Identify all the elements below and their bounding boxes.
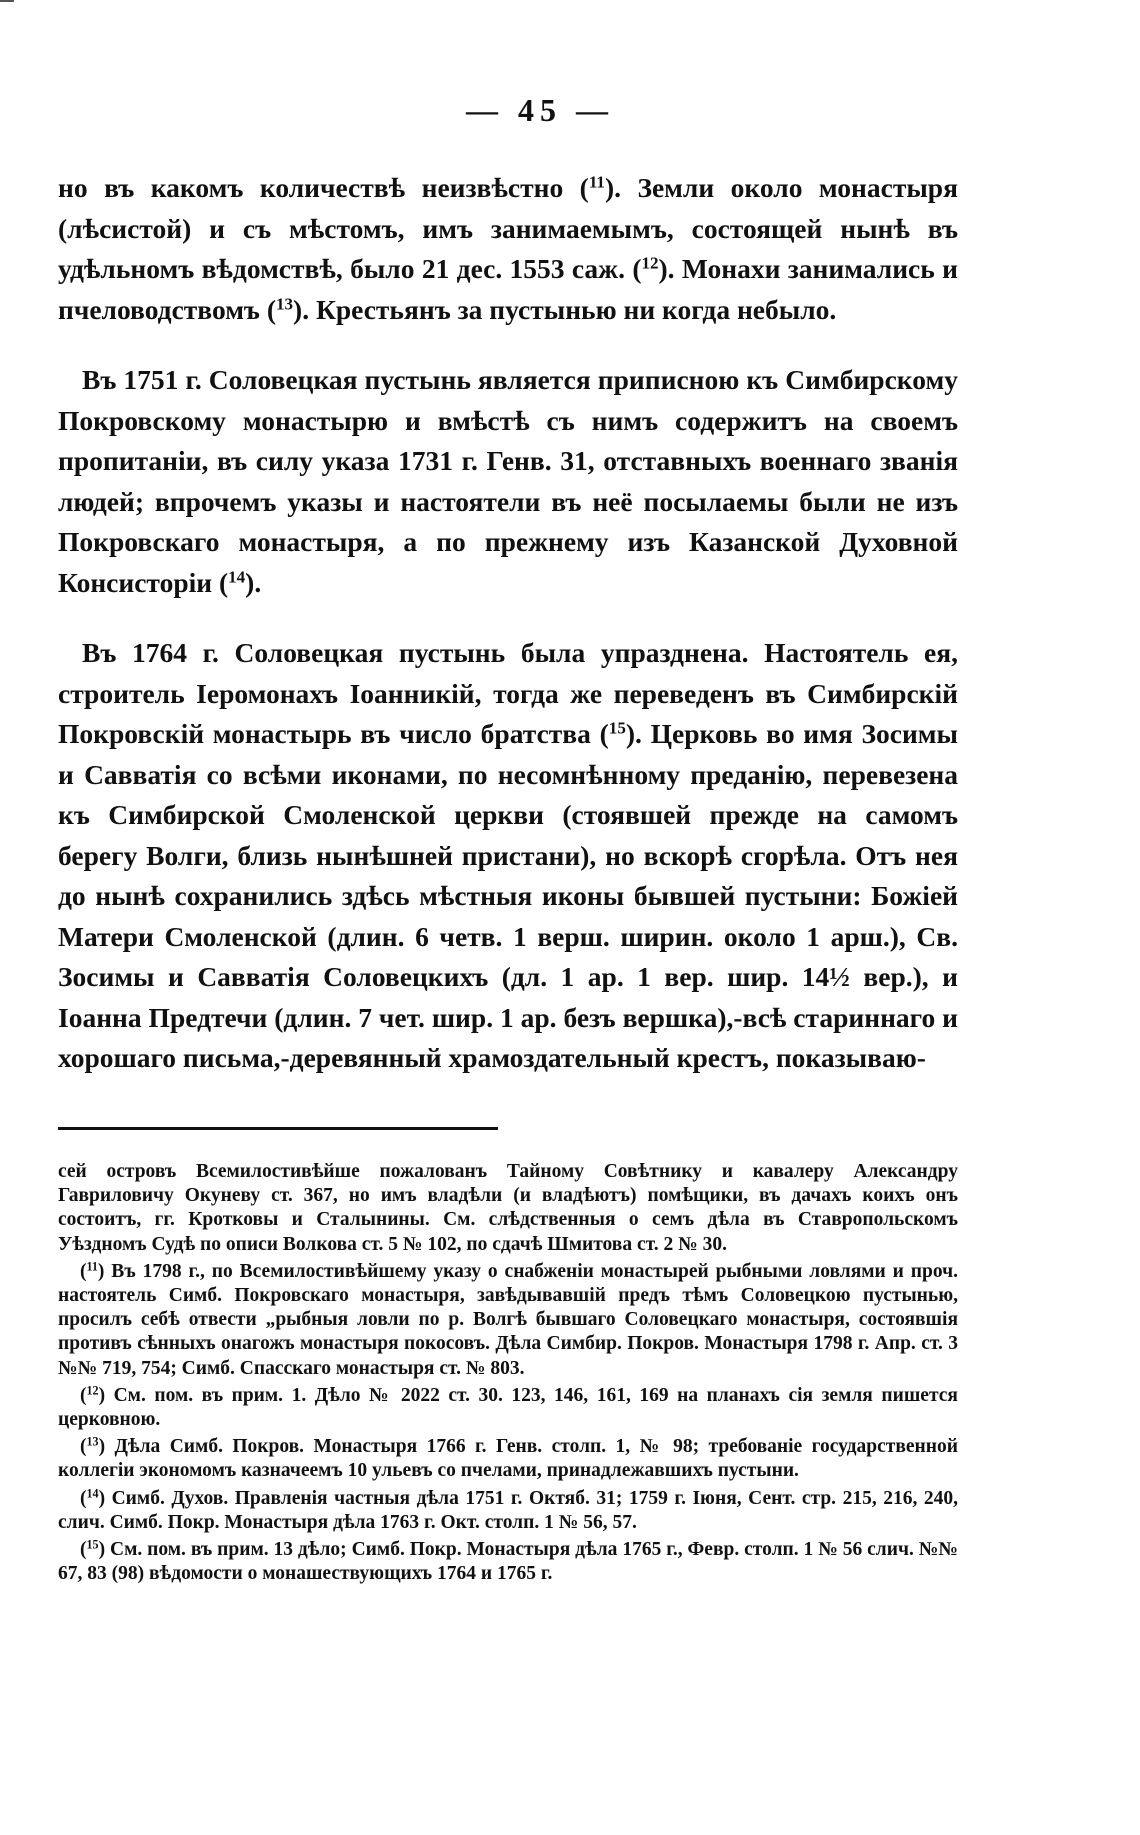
footnote-ref: 11: [86, 1259, 98, 1274]
text-run: ) Симб. Духов. Правленія частныя дѣла 1751 г. Октяб. 31; 1759 г. Іюня, Сент. стр. 215, 216, 240, слич. Симб. Покр. Монастыря дѣла 1763 г. Окт. столп. 1 № 56, 57.: [58, 1487, 958, 1533]
paragraph: [58, 168, 958, 330]
page-number: — 45 —: [466, 92, 614, 128]
text-run: (: [80, 1260, 87, 1282]
footnote-ref: 12: [86, 1383, 99, 1398]
footnote: [58, 1384, 958, 1432]
footnote-ref: 15: [86, 1537, 99, 1552]
text-run: ). Монахи занимались и пчеловодствомъ (: [58, 253, 958, 325]
text-run: Въ 1764 г. Соловецкая пустынь была упразднена. Настоятель ея, строитель Іеромонахъ Іоанникій, тогда же переведенъ въ Симбирскій Покровскій монастырь въ число братства (: [58, 637, 958, 749]
main-text: [58, 168, 958, 1079]
text-run: Въ 1751 г. Соловецкая пустынь является приписною къ Симбирскому Покровскому монастырю и вмѣстѣ съ нимъ содержитъ на своемъ пропитаніи, въ силу указа 1731 г. Генв. 31, отставныхъ военнаго званія людей; впрочемъ указы и настоятели въ неё посылаемы были не изъ Покровскаго монастыря, а по прежнему изъ Казанской Духовной Консисторіи (: [58, 364, 958, 598]
footnotes: [58, 1160, 958, 1589]
text-run: ) См. пом. въ прим. 1. Дѣло № 2022 ст. 30. 123, 146, 161, 169 на планахъ сія земля пишется церковною.: [58, 1384, 958, 1431]
footnote-ref: 15: [608, 718, 626, 738]
paragraph: [58, 633, 958, 1079]
text-run: (: [80, 1487, 87, 1509]
footnote-ref: 14: [228, 567, 246, 587]
scan-edge-mark: [0, 0, 14, 2]
footnote-ref: 13: [276, 294, 294, 314]
text-run: сей островъ Всемилостивѣйше пожалованъ Тайному Совѣтнику и кавалеру Александру Гавриловичу Окуневу ст. 367, но имъ владѣли (и владѣютъ) помѣщики, въ дачахъ коихъ онъ состоитъ, гг. Кротковы и Сталынины. См. слѣдственныя о семъ дѣла въ Ставропольскомъ Уѣздномъ Судѣ по описи Волкова ст. 5 № 102, по сдачѣ Шмитова ст. 2 № 30.: [58, 1161, 958, 1255]
text-run: ). Церковь во имя Зосимы и Савватія со всѣми иконами, по несомнѣнному преданію, перевезена къ Симбирской Смоленской церкви (стоявшей прежде на самомъ берегу Волги, близь нынѣшней пристани), но вскорѣ сгорѣла. Отъ нея до нынѣ сохранились здѣсь мѣстныя иконы бывшей пустыни: Божіей Матери Смоленской (длин. 6 четв. 1 верш. ширин. около 1 арш.), Св. Зосимы и Савватія Соловецкихъ (дл. 1 ар. 1 вер. шир. 14½ вер.), и Іоанна Предтечи (длин. 7 чет. шир. 1 ар. безъ вершка),-всѣ стариннаго и хорошаго письма,-деревянный храмоздательный крестъ, показываю-: [58, 718, 959, 1073]
footnote-separator: [58, 1127, 498, 1130]
footnote-ref: 11: [588, 172, 605, 192]
footnote: [58, 1260, 958, 1381]
footnote: [58, 1160, 958, 1257]
footnote-ref: 13: [86, 1434, 99, 1449]
footnote-ref: 14: [86, 1486, 99, 1500]
text-run: ) См. пом. въ прим. 13 дѣло; Симб. Покр. Монастыря дѣла 1765 г., Февр. столп. 1 № 56 слич. №№ 67, 83 (98) вѣдомости о монашествующихъ 1764 и 1765 г.: [58, 1539, 958, 1585]
text-run: ). Земли около монастыря (лѣсистой) и съ мѣстомъ, имъ занимаемымъ, состоящей нынѣ въ удѣльномъ вѣдомствѣ, было 21 дес. 1553 саж. (: [58, 172, 958, 284]
text-run: ). Крестьянъ за пустынью ни когда небыло.: [293, 293, 837, 325]
footnote: [58, 1435, 958, 1483]
footnote-ref: 12: [641, 253, 659, 273]
footnote: [58, 1487, 958, 1535]
footnote: [58, 1538, 958, 1586]
text-run: но въ какомъ количествѣ неизвѣстно (: [58, 172, 589, 203]
text-run: (: [80, 1384, 87, 1406]
paragraph: [58, 360, 958, 603]
text-run: (: [80, 1436, 87, 1458]
text-run: ) Дѣла Симб. Покров. Монастыря 1766 г. Генв. столп. 1, № 98; требованіе государственной коллегіи экономомъ казначеемъ 10 ульевъ со пчелами, принадлежавшихъ пустыни.: [58, 1436, 958, 1482]
text-run: (: [80, 1539, 87, 1561]
text-run: ) Въ 1798 г., по Всемилостивѣйшему указу о снабженіи монастырей рыбными ловлями и проч. настоятель Симб. Покровскаго монастыря, завѣдывавшій предъ тѣмъ Соловецкою пустынью, просилъ себѣ отвести „рыбныя ловли по р. Волгѣ бывшаго Соловецкаго монастыря, состоявшія противъ сѣнныхъ онагожъ монастыря покосовъ. Дѣла Симбир. Покров. Монастыря 1798 г. Апр. ст. 3 №№ 719, 754; Симб. Спасскаго монастыря ст. № 803.: [58, 1260, 958, 1379]
text-run: ).: [245, 566, 262, 598]
